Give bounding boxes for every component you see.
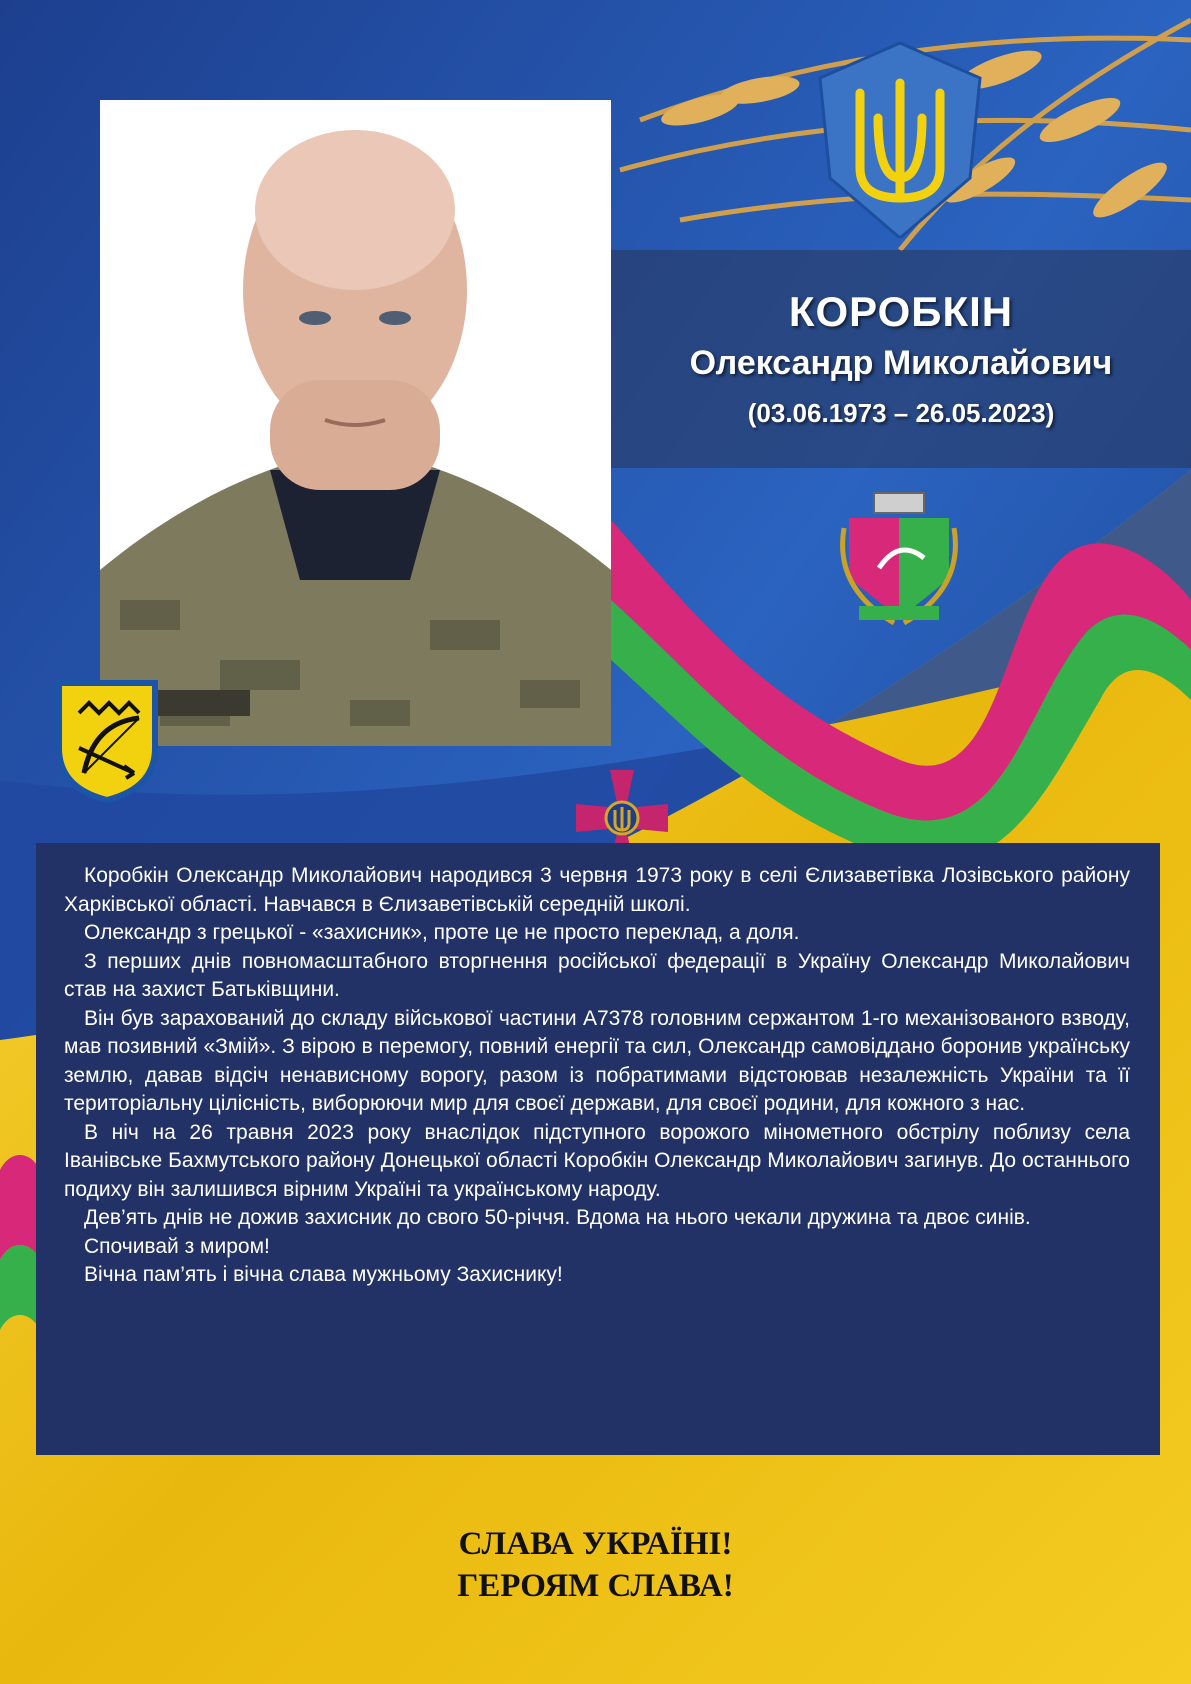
biography-text bbox=[64, 862, 1130, 1290]
life-dates: (03.06.1973 – 26.05.2023) bbox=[747, 398, 1055, 428]
full-name: Олександр Миколайович bbox=[689, 344, 1113, 382]
bio-paragraph: В ніч на 26 травня 2023 року внаслідок підступного ворожого мінометного обстрілу поблизу села Іванівське Бахмутського району Донецької області Коробкін Олександр Миколайович загинув. До останнього подиху він залишився вірним Україні та українському народу. bbox=[64, 1120, 1130, 1201]
surname: КОРОБКІН bbox=[788, 288, 1014, 335]
slogan-glory-heroes: ГЕРОЯМ СЛАВА! bbox=[457, 1568, 734, 1604]
bio-paragraph: Коробкін Олександр Миколайович народився 3 червня 1973 року в селі Єлизаветівка Лозівського району Харківської області. Навчався в Єлизаветівській середній школі. bbox=[64, 864, 1130, 916]
lozova-coat-of-arms-icon bbox=[834, 488, 964, 628]
bio-paragraph: Вічна пам’ять і вічна слава мужньому Захиснику! bbox=[84, 1263, 563, 1286]
bow-arrow-shield-icon bbox=[54, 678, 160, 804]
slogan-glory-ukraine: СЛАВА УКРАЇНІ! bbox=[458, 1526, 733, 1562]
bio-paragraph: Олександр з грецької - «захисник», проте це не просто переклад, а доля. bbox=[84, 921, 800, 944]
tryzub-icon bbox=[800, 38, 1000, 238]
portrait-photo bbox=[100, 100, 611, 746]
bio-paragraph: Він був зарахований до складу військової частини А7378 головним сержантом 1-го механізованого взводу, мав позивний «Змій». З вірою в перемогу, повний енергії та сил, Олександр самовіддано боронив українську землю, давав відсіч ненависному ворогу, разом із побратимами відстоював незалежність України та її територіальну цілісність, виборюючи мир для своєї держави, для своєї родини, для кожного з нас. bbox=[64, 1006, 1130, 1115]
bio-paragraph: Дев’ять днів не дожив захисник до свого 50-річчя. Вдома на нього чекали дружина та двоє синів. bbox=[84, 1206, 1031, 1229]
bio-paragraph: Спочивай з миром! bbox=[84, 1234, 270, 1258]
bio-paragraph: З перших днів повномасштабного вторгнення російської федерації в Україну Олександр Миколайович став на захист Батьківщини. bbox=[64, 949, 1130, 1001]
